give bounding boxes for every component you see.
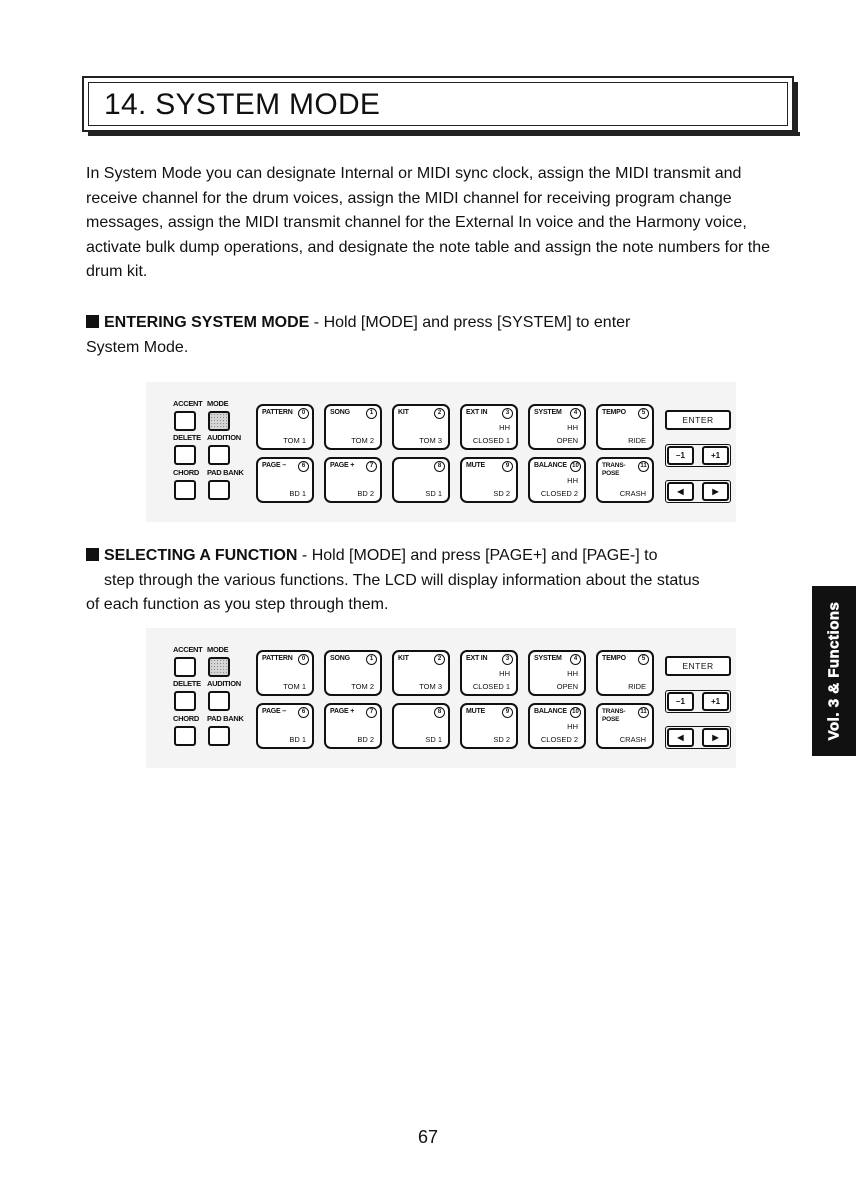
pad-bank-button[interactable]: [208, 726, 230, 746]
pad-transpose[interactable]: [596, 703, 654, 749]
accent-button[interactable]: [174, 657, 196, 677]
pad-voice-prefix: HH: [567, 476, 578, 485]
pad-pattern[interactable]: [256, 650, 314, 696]
pad-number-badge: 6: [298, 461, 309, 472]
pad-function-label: TRANS- POSE: [602, 462, 626, 477]
pad-function-label: KIT: [398, 655, 409, 662]
title-shadow-bottom: [88, 132, 800, 136]
pad-number-badge: 5: [638, 654, 649, 665]
pad-balance[interactable]: [528, 703, 586, 749]
pad-number-badge: 2: [434, 408, 445, 419]
pad-blank[interactable]: [392, 457, 450, 503]
pad-number-badge: 10: [570, 461, 581, 472]
delete-button[interactable]: [174, 691, 196, 711]
pad-number-badge: 4: [570, 408, 581, 419]
delete-label: DELETE: [173, 679, 201, 688]
chord-label: CHORD: [173, 714, 199, 723]
chord-button[interactable]: [174, 480, 196, 500]
pad-number-badge: 6: [298, 707, 309, 718]
side-tab-label: Vol. 3 & Functions: [825, 601, 843, 741]
pad-voice-label: BD 2: [357, 489, 374, 498]
page-title: 14. SYSTEM MODE: [104, 88, 381, 121]
pad-page-plus[interactable]: [324, 457, 382, 503]
audition-button[interactable]: [208, 445, 230, 465]
pad-system[interactable]: [528, 404, 586, 450]
mode-label: MODE: [207, 399, 229, 408]
delete-button[interactable]: [174, 445, 196, 465]
accent-label: ACCENT: [173, 399, 203, 408]
enter-button[interactable]: ENTER: [665, 410, 731, 430]
audition-button[interactable]: [208, 691, 230, 711]
pad-voice-label: CLOSED 1: [472, 436, 510, 445]
pad-function-label: BALANCE: [534, 462, 567, 469]
pad-function-label: EXT IN: [466, 655, 488, 662]
pad-page-minus[interactable]: [256, 703, 314, 749]
page-number: 67: [417, 1127, 439, 1147]
pad-function-label: PAGE –: [262, 462, 286, 469]
title-box: [82, 76, 794, 132]
entering-heading: ENTERING SYSTEM MODE: [104, 314, 310, 331]
mode-label: MODE: [207, 645, 229, 654]
chord-button[interactable]: [174, 726, 196, 746]
pad-mute[interactable]: [460, 703, 518, 749]
pad-blank[interactable]: [392, 703, 450, 749]
minus-one-button[interactable]: –1: [667, 692, 694, 711]
pad-voice-label: BD 2: [357, 735, 374, 744]
pad-system[interactable]: [528, 650, 586, 696]
audition-label: AUDITION: [207, 433, 241, 442]
pad-bank-button[interactable]: [208, 480, 230, 500]
pad-number-badge: 8: [434, 461, 445, 472]
pad-voice-label: RIDE: [628, 682, 646, 691]
pad-number-badge: 3: [502, 408, 513, 419]
pad-voice-label: TOM 1: [283, 682, 306, 691]
pad-voice-prefix: HH: [499, 423, 510, 432]
right-arrow-button[interactable]: ▶: [702, 482, 729, 501]
pad-function-label: SYSTEM: [534, 655, 562, 662]
pad-voice-label: CLOSED 2: [540, 735, 578, 744]
chapter-side-tab: [812, 586, 856, 756]
pad-tempo[interactable]: [596, 404, 654, 450]
pad-number-badge: 9: [502, 461, 513, 472]
button-panel-2: [146, 628, 736, 768]
pad-voice-label: TOM 1: [283, 436, 306, 445]
pad-voice-prefix: HH: [567, 669, 578, 678]
pad-bank-label: PAD BANK: [207, 468, 244, 477]
pad-song[interactable]: [324, 404, 382, 450]
pad-kit[interactable]: [392, 404, 450, 450]
pad-number-badge: 0: [298, 408, 309, 419]
pad-bank-label: PAD BANK: [207, 714, 244, 723]
pad-voice-label: SD 1: [425, 735, 442, 744]
pad-number-badge: 1: [366, 408, 377, 419]
entering-section: [86, 311, 786, 360]
pad-voice-label: CLOSED 2: [540, 489, 578, 498]
pad-song[interactable]: [324, 650, 382, 696]
plus-one-button[interactable]: +1: [702, 446, 729, 465]
right-arrow-button[interactable]: ▶: [702, 728, 729, 747]
pad-function-label: KIT: [398, 409, 409, 416]
bullet-icon: [86, 315, 99, 328]
audition-label: AUDITION: [207, 679, 241, 688]
pad-function-label: BALANCE: [534, 708, 567, 715]
pad-function-label: MUTE: [466, 462, 486, 469]
selecting-text-1: - Hold [MODE] and press [PAGE+] and [PAGE-] to: [297, 547, 658, 564]
entering-text-1: - Hold [MODE] and press [SYSTEM] to enter: [309, 314, 631, 331]
pad-voice-label: TOM 2: [351, 436, 374, 445]
accent-label: ACCENT: [173, 645, 203, 654]
pad-number-badge: 7: [366, 461, 377, 472]
pad-voice-prefix: HH: [567, 423, 578, 432]
pad-number-badge: 11: [638, 707, 649, 718]
pad-voice-label: TOM 2: [351, 682, 374, 691]
button-panel-1: [146, 382, 736, 522]
plus-one-button[interactable]: +1: [702, 692, 729, 711]
pad-mute[interactable]: [460, 457, 518, 503]
pad-number-badge: 2: [434, 654, 445, 665]
pad-function-label: SYSTEM: [534, 409, 562, 416]
selecting-section: [86, 544, 786, 618]
pad-function-label: SONG: [330, 409, 350, 416]
minus-one-button[interactable]: –1: [667, 446, 694, 465]
pad-number-badge: 11: [638, 461, 649, 472]
pad-ext-in[interactable]: [460, 404, 518, 450]
pad-function-label: PAGE +: [330, 462, 355, 469]
pad-ext-in[interactable]: [460, 650, 518, 696]
pad-function-label: PAGE +: [330, 708, 355, 715]
entering-text-2: System Mode.: [86, 338, 189, 356]
pad-voice-label: RIDE: [628, 436, 646, 445]
chord-label: CHORD: [173, 468, 199, 477]
pad-voice-label: SD 1: [425, 489, 442, 498]
pad-voice-label: OPEN: [556, 436, 578, 445]
pad-tempo[interactable]: [596, 650, 654, 696]
pad-voice-label: OPEN: [556, 682, 578, 691]
bullet-icon: [86, 548, 99, 561]
pad-voice-prefix: HH: [567, 722, 578, 731]
pad-function-label: PATTERN: [262, 409, 293, 416]
pad-number-badge: 4: [570, 654, 581, 665]
pad-voice-label: BD 1: [289, 489, 306, 498]
pad-function-label: TEMPO: [602, 655, 626, 662]
left-arrow-button[interactable]: ◀: [667, 728, 694, 747]
title-shadow-right: [794, 82, 798, 136]
pad-function-label: EXT IN: [466, 409, 488, 416]
intro-paragraph: In System Mode you can designate Internal or MIDI sync clock, assign the MIDI transmit and receive channel for the drum voices, assign the MIDI channel for receiving program change messages, assign the MIDI transmit channel for the External In voice and the Harmony voice, activate bulk dump operations, and designate the note table and assign the note numbers for the drum kit.: [86, 165, 771, 280]
selecting-text-2: step through the various functions. The LCD will display information about the status: [104, 571, 700, 589]
accent-button[interactable]: [174, 411, 196, 431]
pad-voice-label: SD 2: [493, 735, 510, 744]
selecting-text-3: of each function as you step through them.: [86, 596, 389, 613]
pad-number-badge: 10: [570, 707, 581, 718]
pad-number-badge: 9: [502, 707, 513, 718]
enter-button[interactable]: ENTER: [665, 656, 731, 676]
pad-number-badge: 8: [434, 707, 445, 718]
selecting-heading: SELECTING A FUNCTION: [104, 547, 298, 564]
pad-function-label: PAGE –: [262, 708, 286, 715]
pad-function-label: SONG: [330, 655, 350, 662]
pad-number-badge: 0: [298, 654, 309, 665]
pad-voice-label: CRASH: [619, 489, 646, 498]
delete-label: DELETE: [173, 433, 201, 442]
pad-page-plus[interactable]: [324, 703, 382, 749]
pad-function-label: MUTE: [466, 708, 486, 715]
pad-function-label: PATTERN: [262, 655, 293, 662]
pad-voice-label: CRASH: [619, 735, 646, 744]
pad-pattern[interactable]: [256, 404, 314, 450]
pad-number-badge: 1: [366, 654, 377, 665]
mode-button[interactable]: [208, 657, 230, 677]
pad-voice-label: SD 2: [493, 489, 510, 498]
pad-transpose[interactable]: [596, 457, 654, 503]
pad-voice-label: BD 1: [289, 735, 306, 744]
pad-number-badge: 3: [502, 654, 513, 665]
pad-function-label: TRANS- POSE: [602, 708, 626, 723]
mode-button[interactable]: [208, 411, 230, 431]
pad-voice-label: TOM 3: [419, 682, 442, 691]
pad-page-minus[interactable]: [256, 457, 314, 503]
pad-voice-label: CLOSED 1: [472, 682, 510, 691]
pad-voice-prefix: HH: [499, 669, 510, 678]
pad-kit[interactable]: [392, 650, 450, 696]
pad-function-label: TEMPO: [602, 409, 626, 416]
pad-balance[interactable]: [528, 457, 586, 503]
left-arrow-button[interactable]: ◀: [667, 482, 694, 501]
pad-number-badge: 5: [638, 408, 649, 419]
pad-number-badge: 7: [366, 707, 377, 718]
pad-voice-label: TOM 3: [419, 436, 442, 445]
